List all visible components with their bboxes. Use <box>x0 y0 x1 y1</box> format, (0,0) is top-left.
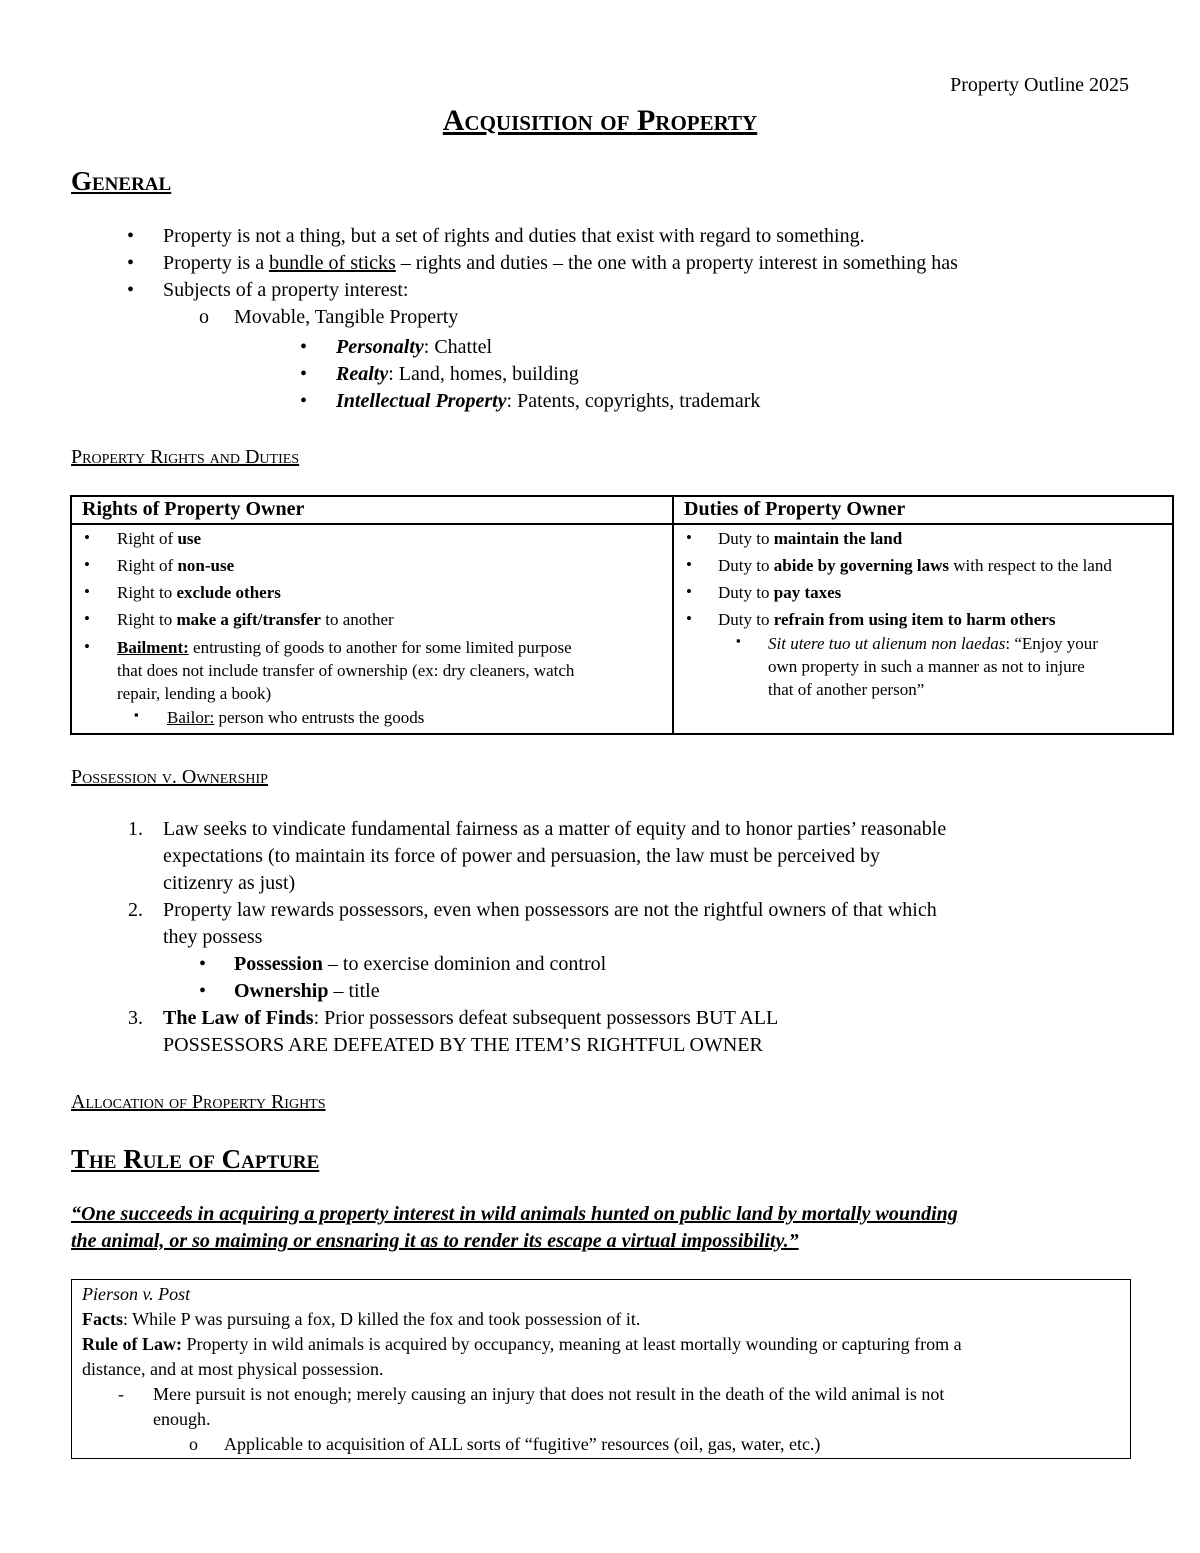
list-number: 1. <box>128 818 143 840</box>
possession-sub-1: Possession – to exercise dominion and control <box>234 953 607 975</box>
col-header-rights: Rights of Property Owner <box>71 496 673 524</box>
general-bullet-2: Property is a bundle of sticks – rights and duties – the one with a property interest in something has <box>163 252 958 274</box>
right-item-3: Right to exclude others <box>117 583 281 602</box>
section-heading-capture: The Rule of Capture <box>71 1144 320 1174</box>
case-facts: Facts: While P was pursuing a fox, D killed the fox and took possession of it. <box>82 1309 641 1329</box>
page-header: Property Outline 2025 <box>950 74 1129 96</box>
rights-duties-table <box>70 495 1174 735</box>
square-bullet-icon: ▪ <box>134 707 139 722</box>
circle-bullet-icon: o <box>189 1434 198 1454</box>
case-name: Pierson v. Post <box>82 1284 191 1304</box>
possession-item-3-line-2: POSSESSORS ARE DEFEATED BY THE ITEM’S RIGHTFUL OWNER <box>163 1034 763 1056</box>
possession-item-2-line-1: Property law rewards possessors, even when possessors are not the rightful owners of that which <box>163 899 937 921</box>
subject-item-2: Realty: Land, homes, building <box>336 363 579 385</box>
possession-item-1-line-1: Law seeks to vindicate fundamental fairness as a matter of equity and to honor parties’ reasonable <box>163 818 947 840</box>
bullet-icon: • <box>84 582 90 601</box>
possession-item-3-line-1: The Law of Finds: Prior possessors defeat subsequent possessors BUT ALL <box>163 1007 779 1029</box>
maxim-line-3: that of another person” <box>768 680 925 699</box>
bullet-icon: • <box>199 980 207 1002</box>
bullet-icon: • <box>199 953 207 975</box>
bullet-icon: • <box>84 528 90 547</box>
bullet-icon: • <box>127 252 135 274</box>
bailor-line: Bailor: person who entrusts the goods <box>167 708 425 727</box>
general-sub-o: Movable, Tangible Property <box>234 306 459 328</box>
bullet-icon: • <box>686 582 692 601</box>
bullet-icon: • <box>300 336 308 358</box>
maxim-line-2: own property in such a manner as not to injure <box>768 657 1085 676</box>
bailment-line-2: that does not include transfer of ownership (ex: dry cleaners, watch <box>117 661 575 680</box>
bailment-line-1: Bailment: entrusting of goods to another for some limited purpose <box>117 638 572 657</box>
list-number: 2. <box>128 899 143 921</box>
bullet-icon: • <box>300 390 308 412</box>
bullet-icon: • <box>686 555 692 574</box>
duty-item-1: Duty to maintain the land <box>718 529 903 548</box>
duty-item-4: Duty to refrain from using item to harm others <box>718 610 1056 629</box>
possession-item-1-line-3: citizenry as just) <box>163 872 296 894</box>
right-item-2: Right of non-use <box>117 556 235 575</box>
possession-item-2-line-2: they possess <box>163 926 263 948</box>
bailment-term: Bailment: <box>117 638 189 657</box>
duty-item-2: Duty to abide by governing laws with respect to the land <box>718 556 1112 575</box>
duty-item-3: Duty to pay taxes <box>718 583 842 602</box>
section-heading-rights-duties: Property Rights and Duties <box>71 446 300 468</box>
bullet-icon: • <box>127 279 135 301</box>
dash-icon: - <box>118 1384 124 1404</box>
section-heading-possession: Possession v. Ownership <box>71 766 268 788</box>
right-item-1: Right of use <box>117 529 202 548</box>
bullet-icon: • <box>84 555 90 574</box>
duties-cell <box>673 524 1173 734</box>
case-box <box>71 1279 1131 1459</box>
case-rule-line-1: Rule of Law: Property in wild animals is acquired by occupancy, meaning at least mortally wounding or capturing from a <box>82 1334 962 1354</box>
maxim-line-1: Sit utere tuo ut alienum non laedas: “Enjoy your <box>768 634 1098 653</box>
case-dash-line-2: enough. <box>153 1409 211 1429</box>
case-rule-line-2: distance, and at most physical possession. <box>82 1359 384 1379</box>
bailment-line-3: repair, lending a book) <box>117 684 272 703</box>
bundle-of-sticks-term: bundle of sticks <box>269 252 396 274</box>
possession-item-1-line-2: expectations (to maintain its force of power and persuasion, the law must be perceived by <box>163 845 880 867</box>
right-item-4: Right to make a gift/transfer to another <box>117 610 394 629</box>
section-heading-allocation: Allocation of Property Rights <box>71 1091 326 1113</box>
bailor-term: Bailor: <box>167 708 215 727</box>
square-bullet-icon: ▪ <box>736 633 741 648</box>
list-number: 3. <box>128 1007 143 1029</box>
bullet-icon: • <box>300 363 308 385</box>
rights-cell <box>71 524 673 734</box>
section-heading-general: General <box>71 166 172 196</box>
bullet-icon: • <box>127 225 135 247</box>
bullet-icon: • <box>686 528 692 547</box>
subject-item-1: Personalty: Chattel <box>336 336 493 358</box>
capture-quote-line-2: the animal, or so maiming or ensnaring it as to render its escape a virtual impossibility.” <box>71 1230 799 1252</box>
maxim-term: Sit utere tuo ut alienum non laedas <box>768 634 1006 653</box>
bullet-icon: • <box>686 609 692 628</box>
general-bullet-1: Property is not a thing, but a set of rights and duties that exist with regard to something. <box>163 225 865 247</box>
col-header-duties: Duties of Property Owner <box>673 496 1173 524</box>
case-dash-line-1: Mere pursuit is not enough; merely causing an injury that does not result in the death of the wild animal is not <box>153 1384 945 1404</box>
general-bullet-3: Subjects of a property interest: <box>163 279 409 301</box>
circle-bullet-icon: o <box>199 306 209 328</box>
case-o-line: Applicable to acquisition of ALL sorts of “fugitive” resources (oil, gas, water, etc.) <box>224 1434 821 1454</box>
capture-quote-line-1: “One succeeds in acquiring a property interest in wild animals hunted on public land by mortally wounding <box>71 1203 958 1225</box>
bullet-icon: • <box>84 609 90 628</box>
possession-sub-2: Ownership – title <box>234 980 380 1002</box>
page-title: Acquisition of Property <box>442 104 758 137</box>
bullet-icon: • <box>84 637 90 656</box>
subject-item-3: Intellectual Property: Patents, copyrights, trademark <box>336 390 761 412</box>
